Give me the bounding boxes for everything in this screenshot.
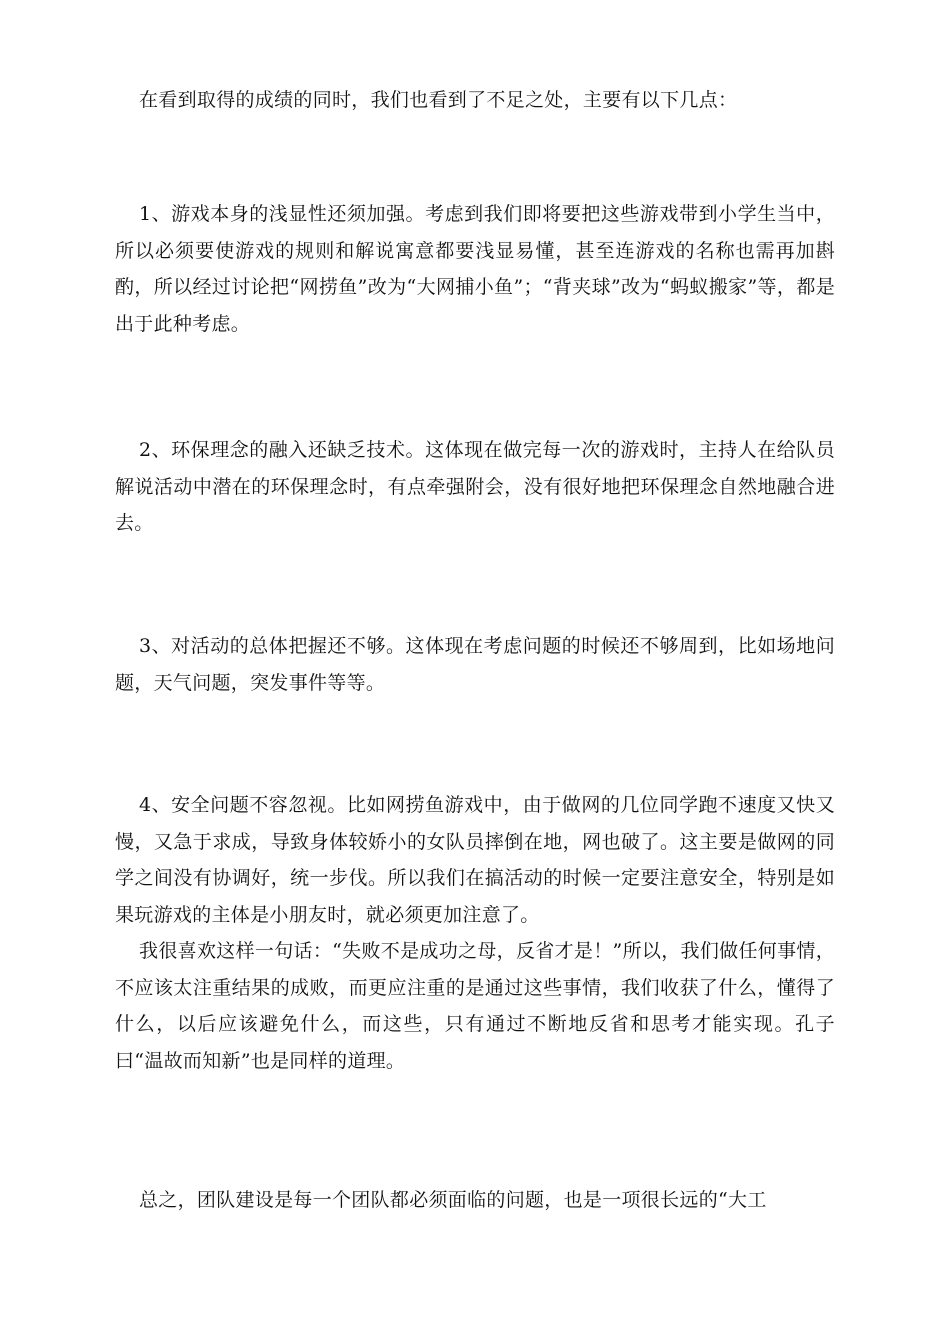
point-1-paragraph: 1、游戏本身的浅显性还须加强。考虑到我们即将要把这些游戏带到小学生当中，所以必须要使游戏的规则和解说寓意都要浅显易懂，甚至连游戏的名称也需再加斟酌，所以经过讨论把“网捞鱼”改为“大网捕小鱼”；“背夹球”改为“蚂蚁搬家”等，都是出于此种考虑。 xyxy=(115,203,835,335)
summary-paragraph: 总之，团队建设是每一个团队都必须面临的问题，也是一项很长远的“大工 xyxy=(139,1189,767,1211)
point-3-paragraph: 3、对活动的总体把握还不够。这体现在考虑问题的时候还不够周到，比如场地问题，天气问题，突发事件等等。 xyxy=(115,635,835,694)
intro-paragraph: 在看到取得的成绩的同时，我们也看到了不足之处，主要有以下几点： xyxy=(139,89,738,111)
point-4-paragraph: 4、安全问题不容忽视。比如网捞鱼游戏中，由于做网的几位同学跑不速度又快又慢，又急于求成，导致身体较娇小的女队员摔倒在地，网也破了。这主要是做网的同学之间没有协调好，统一步伐。所以我们在搞活动的时候一定要注意安全，特别是如果玩游戏的主体是小朋友时，就必须更加注意了。 xyxy=(115,794,835,926)
point-2-paragraph: 2、环保理念的融入还缺乏技术。这体现在做完每一次的游戏时，主持人在给队员解说活动中潜在的环保理念时，有点牵强附会，没有很好地把环保理念自然地融合进去。 xyxy=(115,439,835,534)
quote-paragraph: 我很喜欢这样一句话：“失败不是成功之母，反省才是！”所以，我们做任何事情，不应该太注重结果的成败，而更应注重的是通过这些事情，我们收获了什么，懂得了什么，以后应该避免什么，而这些，只有通过不断地反省和思考才能实现。孔子曰“温故而知新”也是同样的道理。 xyxy=(115,940,835,1072)
